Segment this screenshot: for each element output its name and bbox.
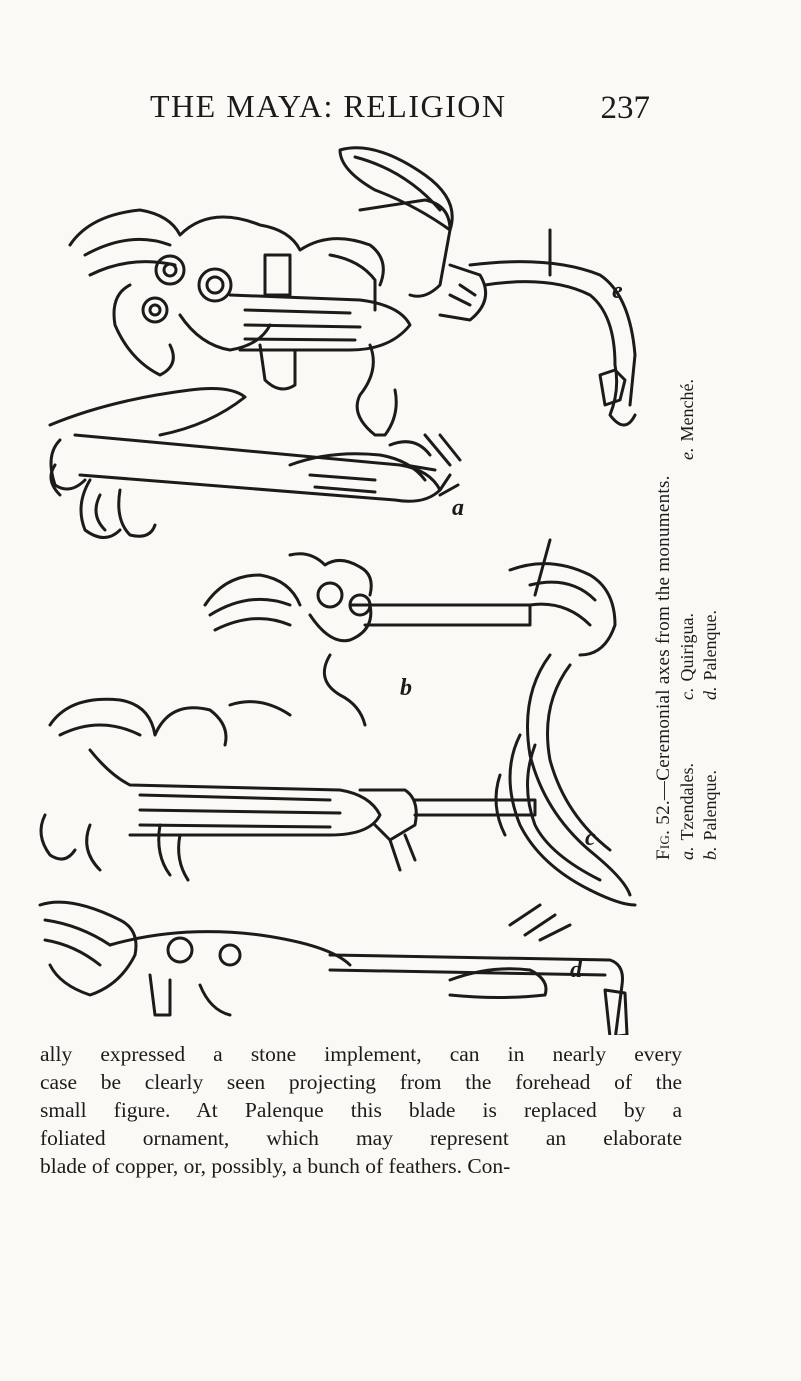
figure-letter-e: e xyxy=(612,278,623,304)
caption-item-d: d.Palenque. xyxy=(700,610,720,700)
figure-letter-c: c xyxy=(585,825,596,851)
axe-a-drawing xyxy=(50,389,460,538)
figure-caption xyxy=(652,300,732,860)
caption-item-b: b.Palenque. xyxy=(700,770,720,860)
axe-e-drawing xyxy=(70,148,635,435)
caption-item-e: e.Menché. xyxy=(677,379,697,460)
body-line: foliated ornament, which may represent an elaborate xyxy=(40,1126,682,1150)
figure-letter-d: d xyxy=(570,957,582,983)
figure-letter-a: a xyxy=(452,495,464,521)
figure-letter-b: b xyxy=(400,675,412,701)
caption-item-a: a.Tzendales. xyxy=(677,763,697,860)
body-line: ally expressed a stone implement, can in nearly every xyxy=(40,1042,682,1066)
caption-item-c: c.Quirigua. xyxy=(677,613,697,700)
ceremonial-axes-illustration xyxy=(30,135,660,1035)
axe-b-c-drawing xyxy=(41,540,635,905)
page-number: 237 xyxy=(600,90,650,126)
running-title: THE MAYA: RELIGION xyxy=(150,88,507,124)
body-line: blade of copper, or, possibly, a bunch of feathers. Con- xyxy=(40,1154,511,1178)
body-paragraph xyxy=(40,1040,682,1180)
body-line: small figure. At Palenque this blade is replaced by a xyxy=(40,1098,682,1122)
axe-d-drawing xyxy=(40,902,627,1035)
caption-row xyxy=(699,300,722,860)
caption-row xyxy=(676,300,699,860)
running-header xyxy=(150,88,650,128)
body-line: case be clearly seen projecting from the forehead of the xyxy=(40,1070,682,1094)
figure-plate xyxy=(30,135,660,1035)
caption-title: Fig. 52.—Ceremonial axes from the monuments. xyxy=(653,475,674,860)
